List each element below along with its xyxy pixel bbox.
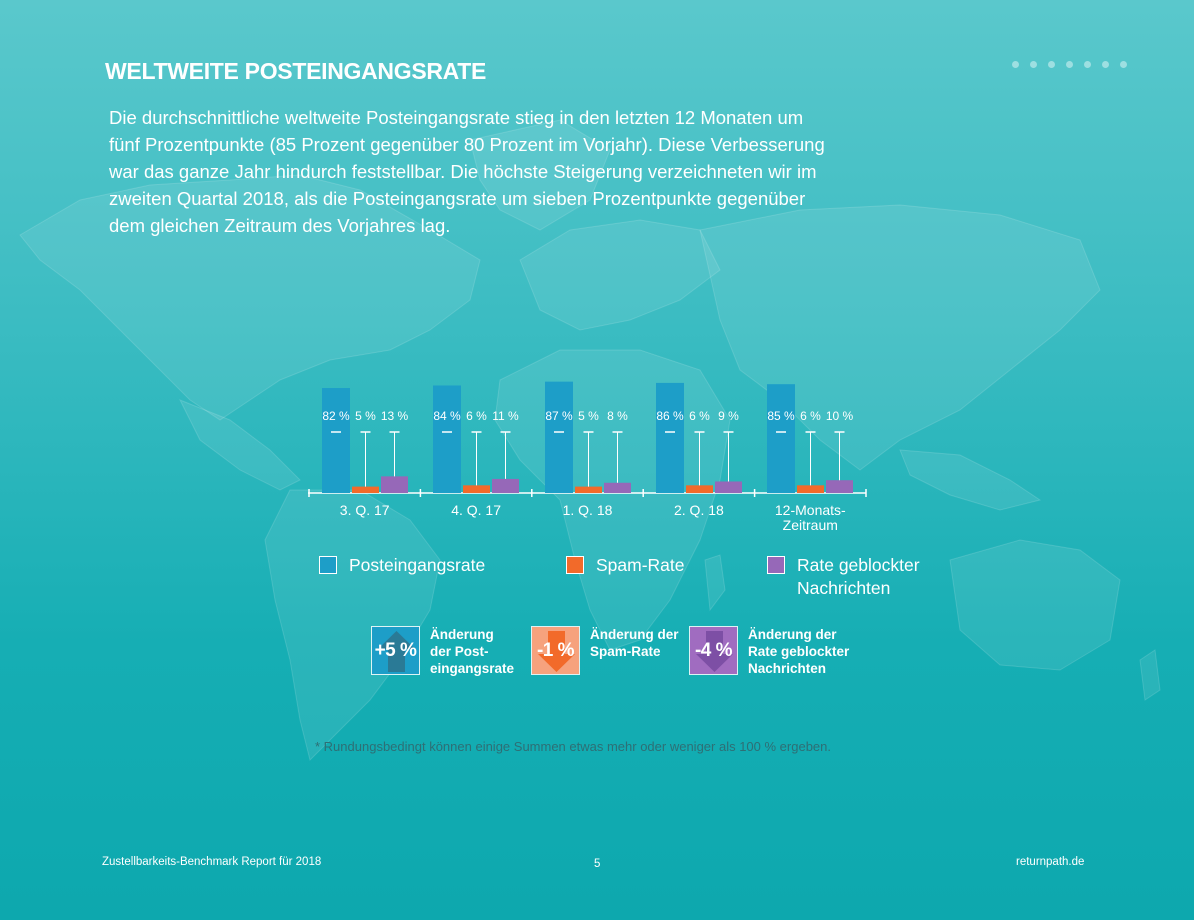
data-label-inbox: 82 % bbox=[322, 409, 350, 423]
bar-inbox bbox=[322, 388, 350, 493]
x-tick-label: 2. Q. 18 bbox=[673, 502, 724, 518]
bar-spam bbox=[686, 485, 713, 493]
data-label-spam: 6 % bbox=[800, 409, 821, 423]
x-tick-label: 4. Q. 17 bbox=[451, 502, 502, 518]
change-label-line: der Post- bbox=[430, 644, 489, 659]
data-label-inbox: 85 % bbox=[767, 409, 795, 423]
footer-page-number: 5 bbox=[594, 858, 601, 870]
change-label-inbox bbox=[430, 626, 514, 677]
change-label-line: Nachrichten bbox=[748, 661, 827, 676]
bar-blocked bbox=[492, 479, 519, 493]
change-value-inbox: +5 % bbox=[374, 640, 417, 661]
data-label-spam: 5 % bbox=[578, 409, 599, 423]
data-label-spam: 6 % bbox=[466, 409, 487, 423]
legend-label-inbox bbox=[349, 554, 485, 577]
data-label-inbox: 87 % bbox=[545, 409, 573, 423]
change-label-line: Spam-Rate bbox=[590, 644, 661, 659]
legend-label-line: Posteingangsrate bbox=[349, 555, 486, 575]
legend-label-line: Spam-Rate bbox=[596, 555, 685, 575]
footer-report-title: Zustellbarkeits-Benchmark Report für 2018 bbox=[102, 856, 322, 868]
footnote: * Rundungsbedingt können einige Summen etwas mehr oder weniger als 100 % ergeben. bbox=[315, 739, 831, 754]
data-label-spam: 6 % bbox=[689, 409, 710, 423]
change-label-line: Änderung bbox=[430, 627, 494, 642]
data-label-blocked: 8 % bbox=[607, 409, 628, 423]
intro-paragraph: Die durchschnittliche weltweite Posteingangsrate stieg in den letzten 12 Monaten um fünf Prozentpunkte (85 Prozent gegenüber 80 Prozent im Vorjahr). Diese Verbesserung war das ganze Jahr hindurch feststellbar. Die höchste Steigerung verzeichneten wir im zweiten Quartal 2018, als die Posteingangsrate um sieben Prozentpunkte gegenüber dem gleichen Zeitraum des Vorjahres lag. bbox=[109, 107, 825, 236]
x-tick-label: 12-Monats- bbox=[774, 502, 846, 518]
change-label-line: Änderung der bbox=[590, 627, 679, 642]
data-label-spam: 5 % bbox=[355, 409, 376, 423]
change-box-inbox bbox=[371, 626, 420, 675]
bar-inbox bbox=[433, 385, 461, 493]
page-title: WELTWEITE POSTEINGANGSRATE bbox=[105, 58, 487, 84]
bar-inbox bbox=[767, 384, 795, 493]
change-label-blocked bbox=[748, 626, 849, 677]
legend-swatch-blocked bbox=[767, 556, 785, 574]
change-box-blocked bbox=[689, 626, 738, 675]
legend-swatch-spam bbox=[566, 556, 584, 574]
change-box-spam bbox=[531, 626, 580, 675]
x-tick-label: 3. Q. 17 bbox=[339, 502, 390, 518]
legend-label-line: Nachrichten bbox=[797, 578, 891, 598]
legend-swatch-inbox bbox=[319, 556, 337, 574]
legend-item-blocked bbox=[767, 554, 920, 600]
bar-spam bbox=[463, 485, 490, 493]
data-label-blocked: 10 % bbox=[825, 409, 854, 423]
x-tick-label: 1. Q. 18 bbox=[562, 502, 613, 518]
footer-website-link[interactable]: returnpath.de bbox=[1016, 856, 1085, 868]
bar-spam bbox=[575, 487, 602, 493]
legend-label-spam bbox=[596, 554, 685, 577]
data-label-inbox: 86 % bbox=[656, 409, 684, 423]
change-inbox bbox=[371, 626, 514, 677]
legend-label-blocked bbox=[797, 554, 920, 600]
bar-inbox bbox=[545, 382, 573, 493]
bar-blocked bbox=[381, 476, 408, 493]
change-label-line: Rate geblockter bbox=[748, 644, 850, 659]
change-value-blocked: -4 % bbox=[694, 640, 733, 661]
bar-blocked bbox=[826, 480, 853, 493]
legend-label-line: Rate geblockter bbox=[797, 555, 920, 575]
data-label-blocked: 9 % bbox=[718, 409, 739, 423]
data-label-blocked: 11 % bbox=[492, 409, 519, 423]
bar-blocked bbox=[715, 481, 742, 493]
change-spam bbox=[531, 626, 679, 675]
legend-item-inbox bbox=[319, 554, 485, 577]
change-blocked bbox=[689, 626, 849, 677]
legend-item-spam bbox=[566, 554, 685, 577]
bar-spam bbox=[352, 487, 379, 493]
bar-inbox bbox=[656, 383, 684, 493]
data-label-blocked: 13 % bbox=[380, 409, 409, 423]
change-label-line: eingangsrate bbox=[430, 661, 515, 676]
bar-blocked bbox=[604, 483, 631, 493]
data-label-inbox: 84 % bbox=[433, 409, 461, 423]
change-label-spam bbox=[590, 626, 679, 660]
x-tick-label: Zeitraum bbox=[782, 517, 838, 533]
change-label-line: Änderung der bbox=[748, 627, 837, 642]
bar-spam bbox=[797, 485, 824, 493]
change-value-spam: -1 % bbox=[536, 640, 575, 661]
